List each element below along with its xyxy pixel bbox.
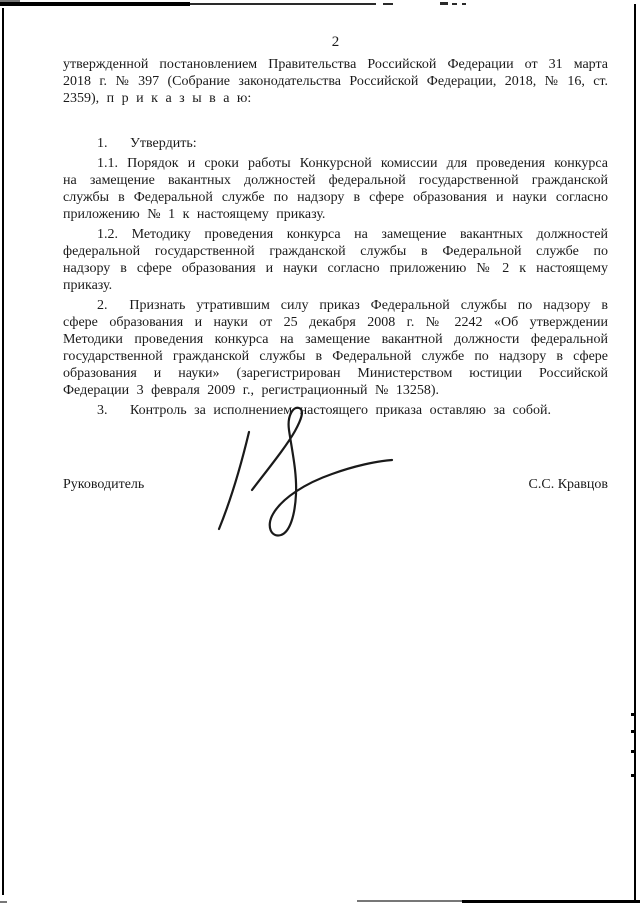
order-item-1-2: 1.2. Методику проведения конкурса на замещение вакантных должностей федеральной государственной гражданской службы в Федеральной службе по надзору в сфере образования и науки согласно приложению № 2 к настоящему приказу.	[63, 227, 608, 293]
scan-border-bottom-black	[462, 900, 640, 903]
scan-border-right	[634, 4, 636, 903]
scan-border-top-dash	[462, 3, 466, 5]
scan-border-right-tick	[631, 730, 636, 733]
scan-border-bottom-left-dash	[0, 901, 7, 903]
scan-border-right-tick	[631, 713, 636, 716]
order-item-3: 3. Контроль за исполнением настоящего приказа оставляю за собой.	[97, 403, 552, 418]
handwritten-signature	[205, 402, 400, 542]
signature-name: С.С. Кравцов	[528, 477, 608, 492]
scan-border-top-dash	[440, 2, 448, 5]
scan-border-right-tick	[631, 750, 636, 753]
order-item-2: 2. Признать утратившим силу приказ Федеральной службы по надзору в сфере образования и науки от 25 декабря 2008 г. № 2242 «Об утверждении Методики проведения конкурса на замещение вакантной должности федеральной государственной гражданской службы в Федеральной службе по надзору в сфере образования и науки» (зарегистрирован Министерством юстиции Российской Федерации 3 февраля 2009 г., регистрационный № 13258).	[63, 298, 608, 398]
scan-border-left	[2, 8, 4, 895]
scan-border-top-dash	[452, 3, 457, 5]
scan-border-bottom-gray	[357, 900, 462, 902]
order-item-1: 1. Утвердить:	[97, 136, 197, 151]
scan-border-top-thick	[0, 2, 190, 6]
signature-role-label: Руководитель	[63, 477, 145, 492]
scan-border-top-dash	[383, 3, 393, 5]
page-number: 2	[331, 34, 340, 50]
scan-border-right-tick	[631, 774, 636, 777]
order-item-1-1: 1.1. Порядок и сроки работы Конкурсной комиссии для проведения конкурса на замещение вакантных должностей федеральной государственной гражданской службы в Федеральной службе по надзору в сфере образования и науки согласно приложению № 1 к настоящему приказу.	[63, 156, 608, 222]
intro-continuation-paragraph: утвержденной постановлением Правительства Российской Федерации от 31 марта 2018 г. № 397 (Собрание законодательства Российской Федерации, 2018, № 16, ст. 2359), п р и к а з ы в а ю:	[63, 57, 608, 106]
scan-border-top-thin	[190, 3, 376, 5]
